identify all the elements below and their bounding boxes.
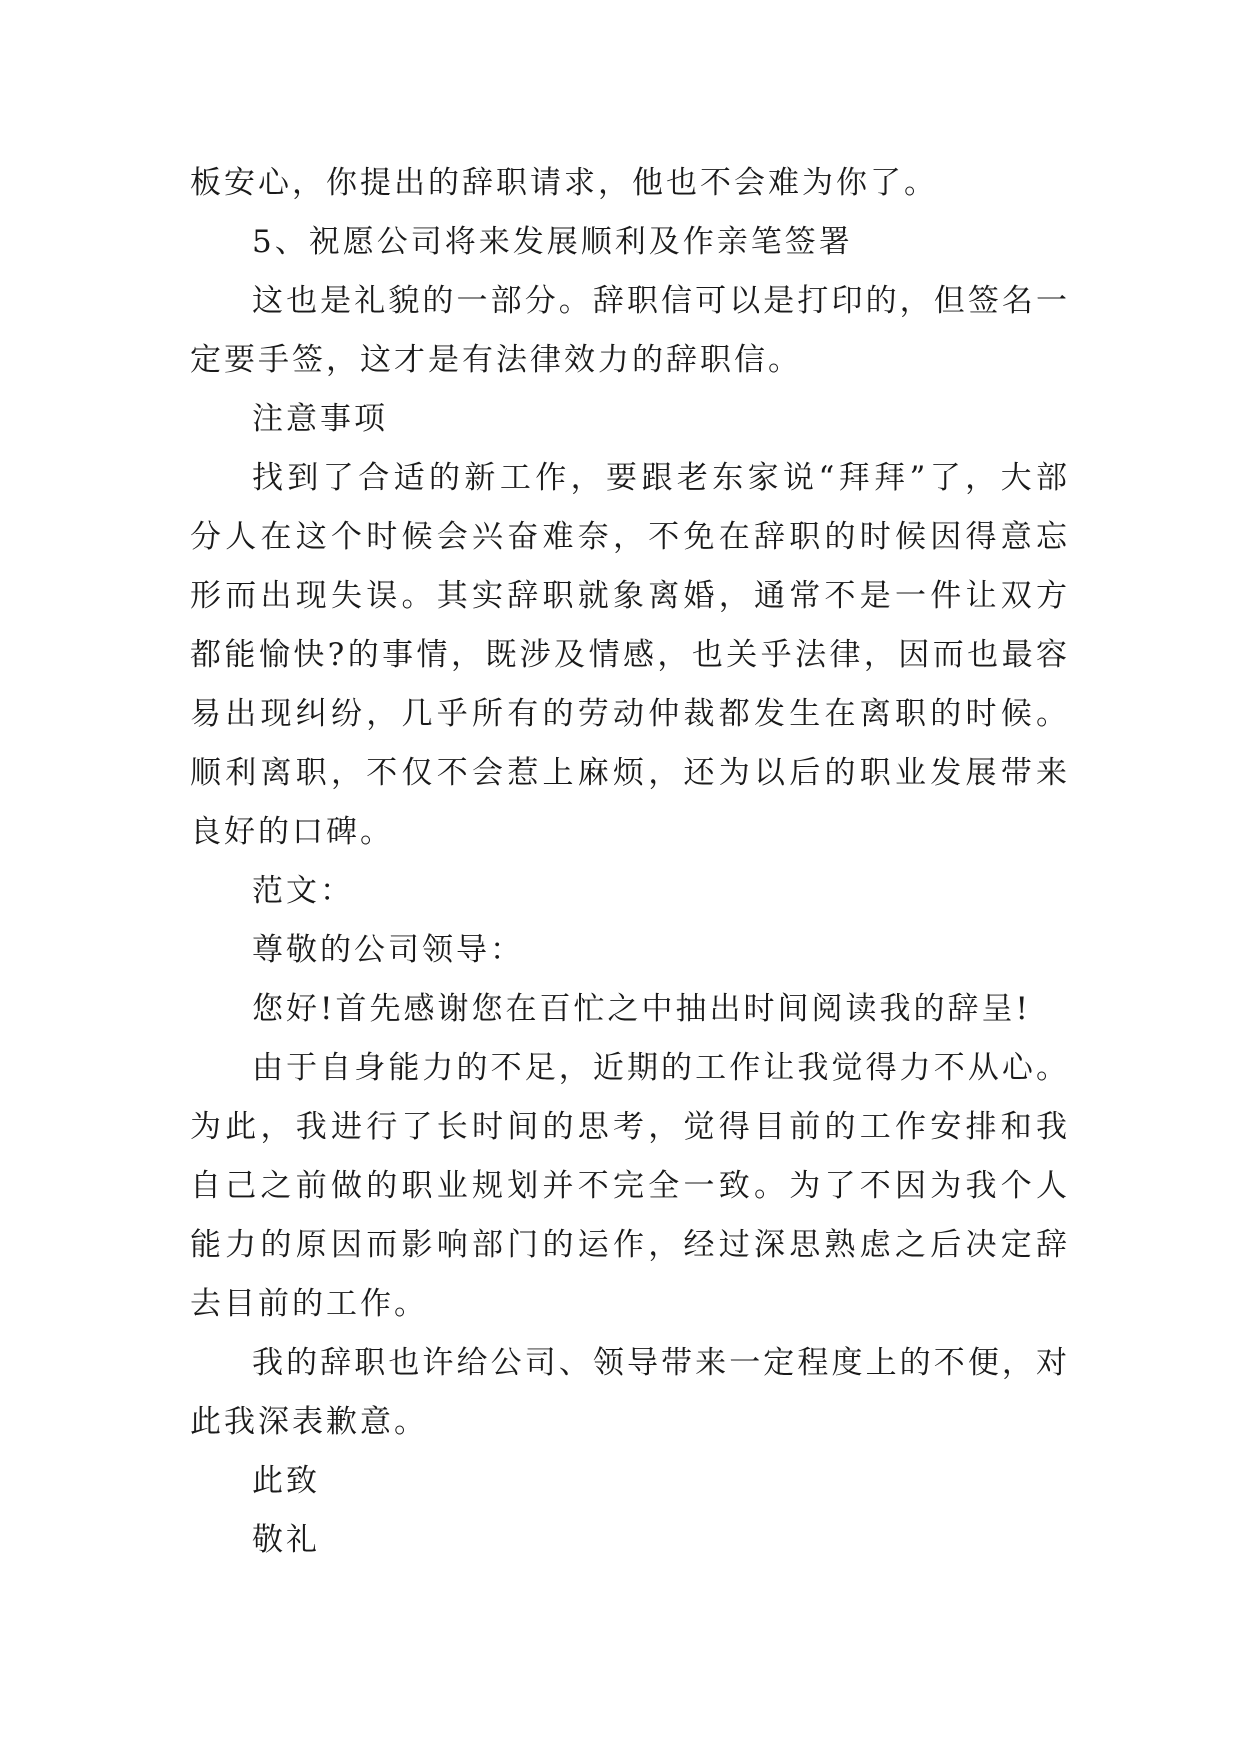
paragraph-signature-note: 这也是礼貌的一部分。辞职信可以是打印的，但签名一定要手签，这才是有法律效力的辞职信。	[190, 283, 1070, 378]
letter-body-apology: 我的辞职也许给公司、领导带来一定程度上的不便，对此我深表歉意。	[190, 1345, 1070, 1440]
paragraph-closing-continuation: 板安心，你提出的辞职请求，他也不会难为你了。	[190, 165, 938, 201]
letter-salutation: 尊敬的公司领导：	[252, 932, 524, 968]
letter-greeting: 您好!首先感谢您在百忙之中抽出时间阅读我的辞呈!	[252, 991, 1031, 1027]
letter-body-reason: 由于自身能力的不足，近期的工作让我觉得力不从心。为此，我进行了长时间的思考，觉得目前的工作安排和我自己之前做的职业规划并不完全一致。为了不因为我个人能力的原因而影响部门的运作，经过深思熟虑之后决定辞去目前的工作。	[190, 1050, 1070, 1322]
document-body	[190, 154, 1070, 1570]
paragraph-notes-body: 找到了合适的新工作，要跟老东家说“拜拜”了，大部分人在这个时候会兴奋难奈，不免在辞职的时候因得意忘形而出现失误。其实辞职就象离婚，通常不是一件让双方都能愉快?的事情，既涉及情感，也关乎法律，因而也最容易出现纠纷，几乎所有的劳动仲裁都发生在离职的时候。顺利离职，不仅不会惹上麻烦，还为以后的职业发展带来良好的口碑。	[190, 460, 1070, 850]
section-heading-sample: 范文：	[252, 873, 354, 909]
letter-closing-cizhi: 此致	[252, 1463, 320, 1499]
section-heading-notes: 注意事项	[252, 401, 388, 437]
paragraph-item-5-heading: 5、祝愿公司将来发展顺利及作亲笔签署	[252, 224, 853, 260]
letter-closing-jingli: 敬礼	[252, 1522, 320, 1558]
